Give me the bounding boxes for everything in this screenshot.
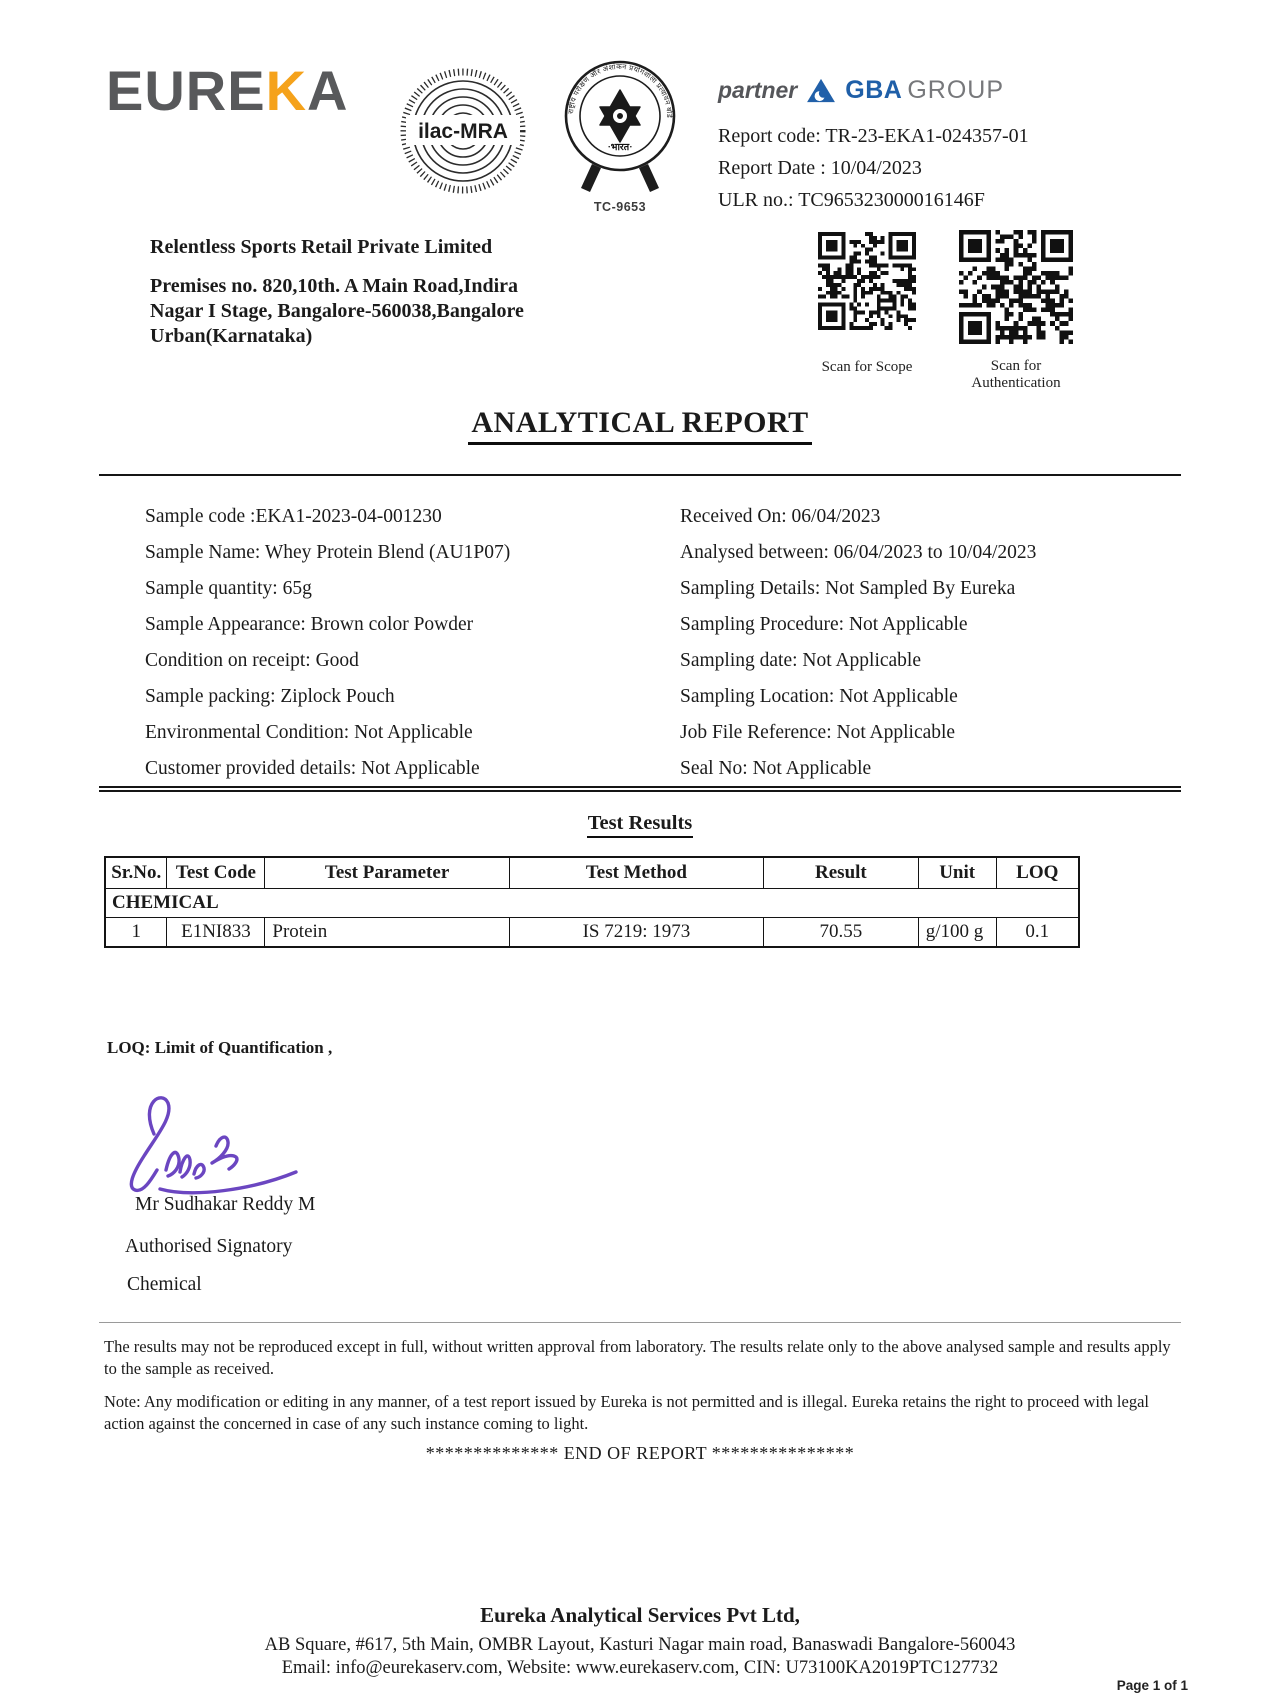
- scope-qr-code: [818, 232, 916, 330]
- nabl-ring-text: राष्ट्रीय परीक्षण और अंशांकन प्रयोगशाला प्रत्यायन बोर्ड: [566, 62, 674, 119]
- eureka-logo-post: A: [307, 59, 349, 122]
- divider-double: [99, 786, 1181, 792]
- col-unit: Unit: [918, 857, 996, 889]
- detail-analysed-between: Analysed between: 06/04/2023 to 10/04/2023: [680, 542, 1037, 563]
- col-result: Result: [764, 857, 919, 889]
- detail-condition-on-receipt: Condition on receipt: Good: [145, 650, 359, 671]
- disclaimer-text: The results may not be reproduced except in full, without written approval from laboratory. The results relate only to the above analysed sample and results apply to the sample as received.: [104, 1337, 1171, 1379]
- footer-contact: Email: info@eurekaserv.com, Website: www.eurekaserv.com, CIN: U73100KA2019PTC127732: [281, 1658, 999, 1678]
- authentication-qr-code: [959, 230, 1073, 344]
- sample-details-right-column: [680, 499, 1180, 787]
- report-date: Report Date : 10/04/2023: [718, 157, 922, 179]
- cell-result: 70.55: [764, 918, 919, 948]
- ilac-mra-seal: [396, 64, 530, 203]
- cell-unit: g/100 g: [918, 918, 996, 948]
- detail-sample-appearance: Sample Appearance: Brown color Powder: [145, 614, 474, 635]
- group-label: CHEMICAL: [105, 889, 1079, 918]
- page-title: ANALYTICAL REPORT: [468, 406, 811, 445]
- cell-sr-no: 1: [105, 918, 167, 948]
- cell-test-parameter: Protein: [265, 918, 509, 948]
- signatory-name: Mr Sudhakar Reddy M: [135, 1194, 316, 1215]
- detail-seal-no: Seal No: Not Applicable: [680, 758, 872, 779]
- detail-sample-quantity: Sample quantity: 65g: [145, 578, 312, 599]
- detail-sample-name: Sample Name: Whey Protein Blend (AU1P07): [145, 542, 511, 563]
- detail-environmental-condition: Environmental Condition: Not Applicable: [145, 722, 473, 743]
- customer-name: Relentless Sports Retail Private Limited: [150, 236, 493, 258]
- detail-customer-provided-details: Customer provided details: Not Applicable: [145, 758, 480, 779]
- customer-block: [150, 236, 560, 348]
- cell-test-method: IS 7219: 1973: [509, 918, 763, 948]
- table-row: [105, 918, 1079, 948]
- sample-details-section: [145, 499, 1180, 787]
- col-test-parameter: Test Parameter: [265, 857, 509, 889]
- detail-sample-packing: Sample packing: Ziplock Pouch: [145, 686, 395, 707]
- partner-label: partner: [718, 77, 798, 103]
- gba-group-logo: [718, 76, 1182, 105]
- page-number: Page 1 of 1: [1116, 1678, 1188, 1693]
- eureka-logo: [106, 58, 349, 123]
- scope-qr-block: [812, 232, 922, 376]
- ilac-mra-seal-icon: [396, 64, 530, 198]
- report-meta: [718, 120, 1182, 216]
- customer-address: Premises no. 820,10th. A Main Road,Indira Nagar I Stage, Bangalore-560038,Bangalore Urban(Karnataka): [150, 275, 524, 347]
- nabl-bharat-label: ·भारत·: [607, 143, 633, 153]
- signatory-block: [127, 1194, 315, 1296]
- cell-loq: 0.1: [996, 918, 1079, 948]
- detail-job-file-reference: Job File Reference: Not Applicable: [680, 722, 956, 743]
- report-code: Report code: TR-23-EKA1-024357-01: [718, 125, 1029, 147]
- cell-test-code: E1NI833: [167, 918, 265, 948]
- detail-sampling-details: Sampling Details: Not Sampled By Eureka: [680, 578, 1016, 599]
- nabl-seal: [556, 56, 684, 214]
- gba-brand-primary: GBA: [845, 76, 903, 104]
- gba-triangle-icon: [806, 78, 836, 104]
- test-results-table: [104, 856, 1080, 948]
- gba-brand-secondary: GROUP: [907, 76, 1004, 104]
- table-group-row: [105, 889, 1079, 918]
- report-title-wrap: [0, 406, 1280, 445]
- scope-qr-caption: Scan for Scope: [821, 359, 913, 375]
- table-header-row: [105, 857, 1079, 889]
- ulr-number: ULR no.: TC965323000016146F: [718, 189, 985, 211]
- detail-sample-code: Sample code :EKA1-2023-04-001230: [145, 506, 442, 527]
- detail-sampling-date: Sampling date: Not Applicable: [680, 650, 921, 671]
- detail-received-on: Received On: 06/04/2023: [680, 506, 881, 527]
- note-text: Note: Any modification or editing in any manner, of a test report issued by Eureka is not permitted and is illegal. Eureka retains the right to proceed with legal action against the concerned in case of any such instance coming to light.: [104, 1392, 1149, 1434]
- signatory-department: Chemical: [127, 1274, 202, 1295]
- col-test-method: Test Method: [509, 857, 763, 889]
- loq-note: LOQ: Limit of Quantification ,: [107, 1038, 333, 1057]
- authentication-qr-block: [946, 230, 1086, 392]
- nabl-seal-icon: [557, 56, 683, 194]
- sample-details-left-column: [145, 499, 680, 787]
- divider-bottom: [99, 1322, 1181, 1323]
- test-results-title-wrap: [0, 812, 1280, 838]
- eureka-logo-pre: EURE: [106, 59, 266, 122]
- signatory-designation: Authorised Signatory: [125, 1236, 293, 1257]
- detail-sampling-procedure: Sampling Procedure: Not Applicable: [680, 614, 968, 635]
- divider-top: [99, 474, 1181, 476]
- authentication-qr-caption: Scan for Authentication: [971, 358, 1061, 391]
- test-results-title: Test Results: [587, 812, 694, 838]
- col-loq: LOQ: [996, 857, 1079, 889]
- footer-company-name: Eureka Analytical Services Pvt Ltd,: [480, 1603, 800, 1627]
- signature-icon: [120, 1090, 315, 1200]
- end-of-report: ************** END OF REPORT ***************: [425, 1443, 855, 1463]
- partner-block: [718, 76, 1182, 216]
- col-sr-no: Sr.No.: [105, 857, 167, 889]
- ilac-mra-label: ilac-MRA: [418, 120, 508, 143]
- nabl-certificate-number: TC-9653: [593, 200, 647, 214]
- footer-address: AB Square, #617, 5th Main, OMBR Layout, Kasturi Nagar main road, Banaswadi Bangalore-560043: [264, 1635, 1016, 1655]
- eureka-logo-accent: K: [265, 59, 308, 122]
- detail-sampling-location: Sampling Location: Not Applicable: [680, 686, 958, 707]
- col-test-code: Test Code: [167, 857, 265, 889]
